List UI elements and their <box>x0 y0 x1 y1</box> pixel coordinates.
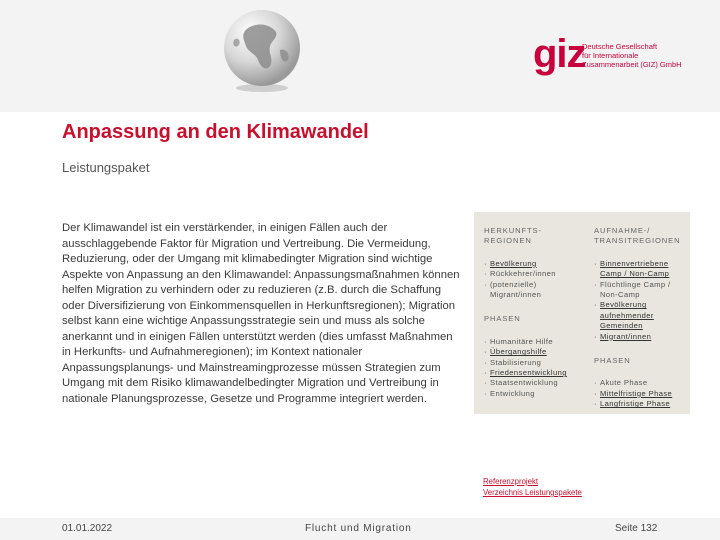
page-title: Anpassung an den Klimawandel <box>62 121 369 143</box>
host-groups-list <box>594 259 690 342</box>
host-regions-column <box>594 226 690 424</box>
body-paragraph: Der Klimawandel ist ein verstärkender, in einigen Fällen auch der ausschlaggebende Faktor für Migration und Vertreibung. Die Vermeidung, Reduzierung, oder der Umgang mit klimabedingter Migration sind wichtige Aspekte von Anpassung an den Klimawandel: Anpassungsmaßnahmen können helfen Migration zu verhindern oder zu reduzieren (z.B. durch die Schaffung oder Diversifizierung von Einkommensquellen in Herkunftsregionen); Migration selbst kann eine wichtige Anpassungsstrategie sein und muss als solche anerkannt und in einigen Fällen unterstützt werden (dies umfasst Maßnahmen in Herkunfts- und Aufnahmeregionen); im Kontext nationaler Anpassungsplanungs- und Mainstreamingprozesse müssen Strategien zum Umgang mit dem Risiko klimawandelbedingter Migration und Vertreibung in nationale Planungsprozesse, Gesetze und Programme integriert werden. <box>62 222 460 405</box>
header-band <box>0 0 720 112</box>
origin-phases-heading: PHASEN <box>484 314 521 324</box>
page-number: Seite 132 <box>615 523 658 534</box>
logo-org-line: für Internationale <box>582 51 639 60</box>
list-item[interactable]: · Binnenvertriebene Camp / Non-Camp <box>594 259 690 280</box>
logo-org-name <box>582 42 712 69</box>
list-item: · Stabilisierung <box>484 358 580 368</box>
list-item: · Entwicklung <box>484 389 580 399</box>
logo-org-line: Deutsche Gesellschaft <box>582 42 658 51</box>
list-item: · Flüchtlinge Camp / Non-Camp <box>594 280 690 301</box>
links-block <box>483 476 582 498</box>
origin-groups-list <box>484 259 580 301</box>
footer-title: Flucht und Migration <box>305 523 412 534</box>
logo-wordmark: giz <box>533 32 586 76</box>
origin-regions-heading: HERKUNFTS-REGIONEN <box>484 226 542 246</box>
list-item[interactable]: · Friedensentwicklung <box>484 368 580 378</box>
region-panel <box>474 212 690 414</box>
host-regions-heading: AUFNAHME-/ TRANSITREGIONEN <box>594 226 681 246</box>
reference-project-link[interactable]: Referenzprojekt <box>483 477 539 486</box>
logo-org-line: Zusammenarbeit (GIZ) GmbH <box>582 60 682 69</box>
host-phases-list <box>594 378 690 409</box>
list-item: · Staatsentwicklung <box>484 378 580 388</box>
origin-regions-column <box>484 226 580 413</box>
list-item[interactable]: · Bevölkerung aufnehmender Gemeinden <box>594 300 690 331</box>
service-packages-index-link[interactable]: Verzeichnis Leistungspakete <box>483 488 582 497</box>
list-item[interactable]: · Migrant/innen <box>594 332 690 342</box>
list-item[interactable]: · Übergangshilfe <box>484 347 580 357</box>
list-item: · Akute Phase <box>594 378 690 388</box>
footer-date: 01.01.2022 <box>62 523 113 534</box>
origin-phases-list <box>484 337 580 399</box>
page-subtitle: Leistungspaket <box>62 160 150 175</box>
list-item[interactable]: · Bevölkerung <box>484 259 580 269</box>
list-item: · Rückkehrer/innen <box>484 269 580 279</box>
host-phases-heading: PHASEN <box>594 356 631 366</box>
footer-bar <box>0 518 720 540</box>
list-item[interactable]: · Langfristige Phase <box>594 399 690 409</box>
list-item: · Humanitäre Hilfe <box>484 337 580 347</box>
globe-icon <box>218 6 306 94</box>
list-item: · (potenzielle) Migrant/innen <box>484 280 580 301</box>
list-item[interactable]: · Mittelfristige Phase <box>594 389 690 399</box>
